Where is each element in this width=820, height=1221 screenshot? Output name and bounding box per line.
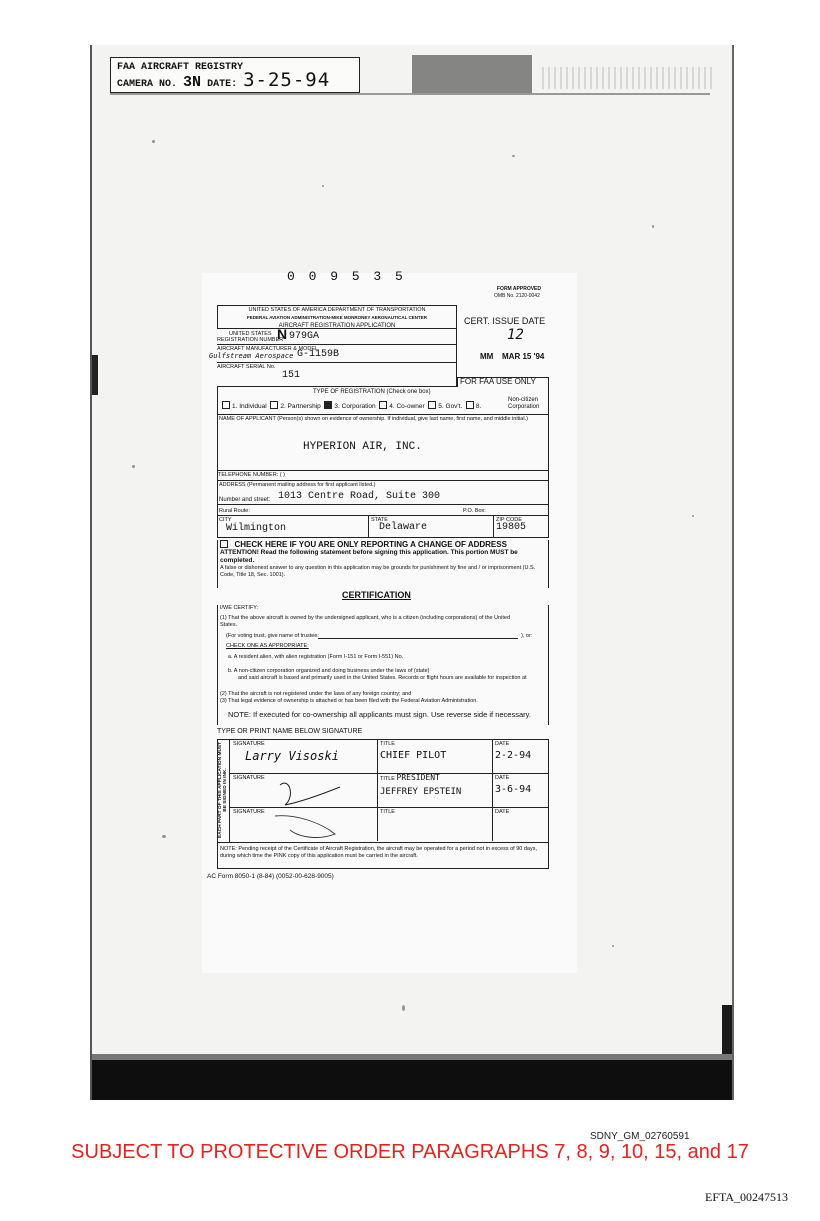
attention-text: ATTENTION! Read the following statement before signing this application. This portion MUST be completed.	[220, 549, 518, 564]
scan-artifact	[92, 1060, 732, 1100]
city: Wilmington	[226, 523, 287, 534]
cert-item-3: (3) That legal evidence of ownership is attached or has been filed with the Federal Aviation Administration.	[220, 698, 478, 704]
form-approved-label: FORM APPROVED	[497, 286, 541, 292]
change-address-text: CHECK HERE IF YOU ARE ONLY REPORTING A CHANGE OF ADDRESS	[234, 540, 507, 549]
stamp-camera-value: 3N	[183, 74, 202, 91]
manufacturer-row	[209, 345, 457, 363]
registration-number: 979GA	[289, 331, 320, 342]
pobox-label: P.O. Box:	[463, 508, 486, 514]
stamp-date-value: 3-25-94	[243, 69, 331, 91]
certification-heading: CERTIFICATION	[342, 590, 411, 600]
change-address	[220, 540, 507, 549]
city-state-zip-row	[217, 516, 549, 538]
zip-cell	[493, 516, 550, 537]
title-cell-2	[377, 774, 492, 807]
signature-2-scribble	[260, 777, 360, 807]
type-noncitizen: Non-citizen Corporation	[508, 397, 540, 410]
checkbox[interactable]	[220, 540, 228, 548]
pending-note: NOTE: Pending receipt of the Certificate of Aircraft Registration, the aircraft may be operated for a period not in excess of 90 days, during which time the PINK copy of this application must be carried in the aircraft.	[220, 846, 538, 859]
sig-label: SIGNATURE	[233, 741, 265, 747]
title-2: PRESIDENT	[396, 773, 440, 782]
checkbox[interactable]	[324, 401, 332, 409]
stamp-registry-label: FAA AIRCRAFT REGISTRY	[117, 62, 244, 73]
name-label: NAME OF APPLICANT (Person(s) shown on evidence of ownership. If individual, give last name, first name, and middle initial.)	[219, 416, 528, 422]
rural-label: Rural Route:	[219, 508, 250, 514]
agency-header	[217, 305, 457, 329]
cert-issue-handwriting: 12	[507, 327, 524, 343]
state-cell	[368, 516, 493, 537]
title-label: TITLE	[380, 809, 395, 815]
stamp-camera-label: CAMERA NO.	[117, 79, 178, 90]
cert-item-b2: and said aircraft is based and primarily used in the United States. Records or flight hours are available for inspection at	[238, 675, 527, 681]
serial-label: AIRCRAFT SERIAL No.	[217, 364, 276, 370]
checkbox[interactable]	[222, 401, 230, 409]
rural-row	[217, 505, 549, 516]
registry-camera-stamp	[110, 57, 360, 93]
certification-block	[217, 605, 549, 725]
type-option: 3. Corporation	[334, 403, 376, 410]
signature-side-label	[218, 740, 230, 842]
scanned-sheet	[90, 45, 734, 1100]
state: Delaware	[379, 522, 428, 533]
state-label: STATE	[371, 517, 388, 523]
for-faa-use-only: FOR FAA USE ONLY	[457, 377, 549, 387]
agency-line-1: UNITED STATES OF AMERICA DEPARTMENT OF TRANSPORTATION	[248, 307, 426, 313]
aircraft-model: G-1159B	[297, 349, 340, 360]
title-label: TITLE	[380, 741, 395, 747]
received-date-stamp: MAR 15 '94	[502, 352, 545, 361]
address-label: ADDRESS (Permanent mailing address for first applicant listed.)	[219, 482, 376, 488]
checkbox[interactable]	[428, 401, 436, 409]
applicant-name-block	[217, 415, 549, 471]
sig-label: SIGNATURE	[233, 809, 265, 815]
scan-artifact	[542, 67, 712, 89]
type-option: 4. Co-owner	[389, 403, 425, 410]
we-certify: I/WE CERTIFY:	[220, 605, 259, 611]
signature-table	[217, 739, 549, 843]
pending-note-block	[217, 843, 549, 869]
cert-item-1: (1) That the above aircraft is owned by the undersigned applicant, who is a citizen (including corporations) of the United States.	[220, 615, 511, 628]
street-address: 1013 Centre Road, Suite 300	[278, 491, 441, 502]
signature-row-1	[230, 740, 548, 774]
bates-number: SDNY_GM_02760591	[590, 1131, 690, 1142]
form-serial-number: 0 0 9 5 3 5	[287, 269, 406, 284]
side-label-text: EACH PART OF THIS APPLICATION MUST BE SIGNED IN INK.	[218, 741, 228, 839]
scan-artifact	[412, 55, 532, 95]
mfr-handwriting: Gulfstream Aerospace	[209, 352, 294, 360]
type-option: 2. Partnership	[280, 403, 321, 410]
co-ownership-note: NOTE: If executed for co-ownership all applicants must sign. Use reverse side if necessary.	[228, 710, 531, 719]
signature-3-scribble	[260, 810, 370, 842]
zip: 19805	[496, 522, 527, 533]
warning-text: A false or dishonest answer to any question in this application may be grounds for punishment by fine and / or imprisonment (U.S. Code, Title 18, Sec. 1001).	[220, 565, 536, 578]
cert-item-b: b. A non-citizen corporation organized and doing business under the laws of (state)	[228, 668, 430, 674]
form-number: AC Form 8050-1 (8-84) (0052-00-628-9005)	[207, 873, 334, 880]
type-option: 8.	[475, 403, 482, 410]
stamp-date-label: DATE:	[207, 79, 238, 90]
aircraft-registration-form	[202, 269, 577, 973]
checkbox[interactable]	[379, 401, 387, 409]
efta-number: EFTA_00247513	[705, 1190, 789, 1204]
agency-line-2: FEDERAL AVIATION ADMINISTRATION-MIKE MONRONEY AERONAUTICAL CENTER	[247, 315, 427, 320]
mm-stamp: MM	[480, 352, 494, 361]
applicant-name: HYPERION AIR, INC.	[303, 441, 422, 453]
date-2: 3-6-94	[495, 784, 532, 795]
omb-number: OMB No. 2120-0042	[494, 293, 540, 299]
mfr-label: AIRCRAFT MANUFACTURER & MODEL	[217, 346, 319, 352]
type-print-label: TYPE OR PRINT NAME BELOW SIGNATURE	[217, 728, 363, 735]
title-label: TITLE	[380, 776, 395, 782]
aircraft-serial: 151	[282, 370, 301, 381]
protective-order-banner: SUBJECT TO PROTECTIVE ORDER PARAGRAPHS 7, 8, 9, 10, 15, and 17	[71, 1141, 749, 1163]
type-option: 5. Gov't.	[438, 403, 463, 410]
printed-name-2: JEFFREY EPSTEIN	[380, 787, 462, 797]
sig-label: SIGNATURE	[233, 775, 265, 781]
type-label: TYPE OF REGISTRATION (Check one box)	[313, 389, 431, 395]
street-label: Number and street:	[219, 497, 271, 503]
checkbox[interactable]	[466, 401, 474, 409]
date-cell-3	[492, 808, 548, 841]
divider	[110, 93, 710, 95]
check-one: CHECK ONE AS APPROPRIATE:	[226, 643, 309, 649]
attention-block	[217, 540, 549, 588]
type-options	[222, 401, 481, 411]
scan-artifact	[92, 355, 98, 395]
date-label: DATE	[495, 741, 510, 747]
checkbox[interactable]	[270, 401, 278, 409]
cert-item-2: (2) That the aircraft is not registered under the laws of any foreign country; and	[220, 691, 412, 697]
serial-row	[217, 363, 457, 387]
signature-1: Larry Visoski	[245, 749, 339, 763]
city-label: CITY	[219, 517, 232, 523]
date-label: DATE	[495, 775, 510, 781]
cert-voting-trust: (For voting trust, give name of trustee:	[226, 633, 319, 639]
cert-item-a: a. A resident alien, with alien registration (Form I-151 or Form I-551) No.	[228, 654, 404, 660]
date-cell-1	[492, 740, 548, 773]
zip-label: ZIP CODE	[496, 517, 522, 523]
form-title: AIRCRAFT REGISTRATION APPLICATION	[278, 323, 396, 329]
signature-row-3	[230, 808, 548, 842]
type-option: 1. Individual	[232, 403, 267, 410]
title-cell-3	[377, 808, 492, 841]
date-1: 2-2-94	[495, 750, 532, 761]
reg-prefix: N	[277, 326, 288, 342]
phone-label: TELEPHONE NUMBER: ( )	[217, 471, 549, 481]
type-of-registration	[217, 387, 549, 415]
reg-label-1: UNITED STATES	[229, 331, 272, 337]
signature-row-2	[230, 774, 548, 808]
title-cell-1	[377, 740, 492, 773]
cert-issue-date-label: CERT. ISSUE DATE	[464, 316, 546, 326]
cert-or: ), or:	[521, 633, 533, 639]
title-1: CHIEF PILOT	[380, 750, 447, 761]
trustee-line	[318, 638, 518, 639]
date-label: DATE	[495, 809, 510, 815]
address-block	[217, 481, 549, 505]
reg-label-2: REGISTRATION NUMBER	[217, 337, 284, 343]
date-cell-2	[492, 774, 548, 807]
